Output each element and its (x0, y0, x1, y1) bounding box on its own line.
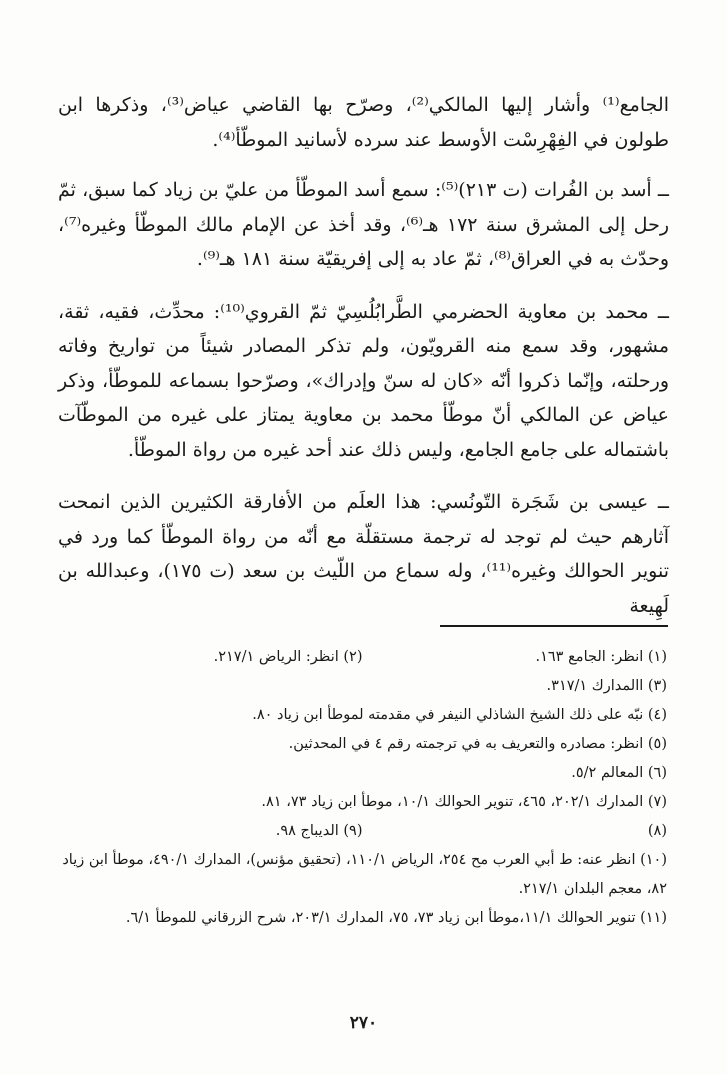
footnote-8: (٨) (647, 823, 667, 839)
footnote-3: (٣) االمدارك ٣١٧/١. (546, 678, 667, 694)
footnote-row-8 (58, 817, 667, 846)
footnote-7: (٧) المدارك ٢٠٢/١، ٤٦٥، تنوير الحوالك ١٠/١، موطأ ابن زياد ٧٣، ٨١. (261, 794, 667, 810)
footnote-2: (٢) انظر: الرياض ٢١٧/١. (213, 649, 363, 665)
footnote-1: (١) انظر: الجامع ١٦٣. (535, 649, 667, 665)
page-number: ٢٧٠ (349, 1013, 378, 1033)
footnote-separator (440, 625, 668, 627)
paragraph-isa: ــ عيسى بن شَجَرة التّونُسي: هذا العلَم من الأفارقة الكثيرين الذين انمحت آثارهم حيث لم توجد له ترجمة مستقلّة مع أنّه من رواة الموطّأ كما ورد في تنوير الحوالك وغيره⁽¹¹⁾، وله سماع من اللّيث بن سعد (ت ١٧٥)، وعبدالله بن لَهِيعة (58, 491, 670, 617)
footnote-10: (١٠) انظر عنه: ط أبي العرب مح ٢٥٤، الرياض ١١٠/١، (تحقيق مؤنس)، المدارك ٤٩٠/١، موطأ ابن زياد ٨٢، معجم البلدان ٢١٧/١. (62, 852, 667, 897)
footnote-9: (٩) الديباج ٩٨. (275, 823, 363, 839)
main-text (58, 88, 669, 641)
footnotes (58, 643, 667, 933)
paragraph-muhammad: ــ محمد بن معاوية الحضرمي الطَّرابُلُسِيّ ثمّ القروي⁽¹⁰⁾: محدِّث، فقيه، ثقة، مشهور، وقد سمع منه القرويّون، ولم تذكر المصادر شيئاً من تواريخ وفاته ورحلته، وإنّما ذكروا أنّه «كان له سنّ وإدراك»، وصرّحوا بسماعه للموطّأ، وذكر عياض عن المالكي أنّ موطّأ محمد بن معاوية يمتاز على غيره من الموطّآت باشتماله على جامع الجامع، وليس ذلك عند أحد غيره من رواة الموطّأ. (58, 300, 669, 461)
footnote-5: (٥) انظر: مصادره والتعريف به في ترجمته رقم ٤ في المحدثين. (288, 736, 667, 752)
paragraph-intro: الجامع⁽¹⁾ وأشار إليها المالكي⁽²⁾، وصرّح بها القاضي عياض⁽³⁾، وذكرها ابن طولون في الفِهْرِسْت الأوسط عند سرده لأسانيد الموطّأ⁽⁴⁾. (58, 94, 669, 151)
paragraph-asad: ــ أسد بن الفُرات (ت ٢١٣)⁽⁵⁾: سمع أسد الموطّأ من عليّ بن زياد كما سبق، ثمّ رحل إلى المشرق سنة ١٧٢ هـ⁽⁶⁾، وقد أخذ عن الإمام مالك الموطّأ وغيره⁽⁷⁾، وحدّث به في العراق⁽⁸⁾، ثمّ عاد به إلى إفريقيّة سنة ١٨١ هـ⁽⁹⁾. (58, 179, 669, 270)
footnote-11: (١١) تنوير الحوالك ١١/١،موطأ ابن زياد ٧٣، ٧٥، المدارك ٢٠٣/١، شرح الزرقاني للموطأ ٦/١. (125, 910, 667, 926)
footnote-row-1 (58, 643, 667, 672)
footnote-6: (٦) المعالم ٥/٢. (571, 765, 667, 781)
footnote-4: (٤) نبّه على ذلك الشيخ الشاذلي النيفر في مقدمته لموطأ ابن زياد ٨٠. (252, 707, 667, 723)
